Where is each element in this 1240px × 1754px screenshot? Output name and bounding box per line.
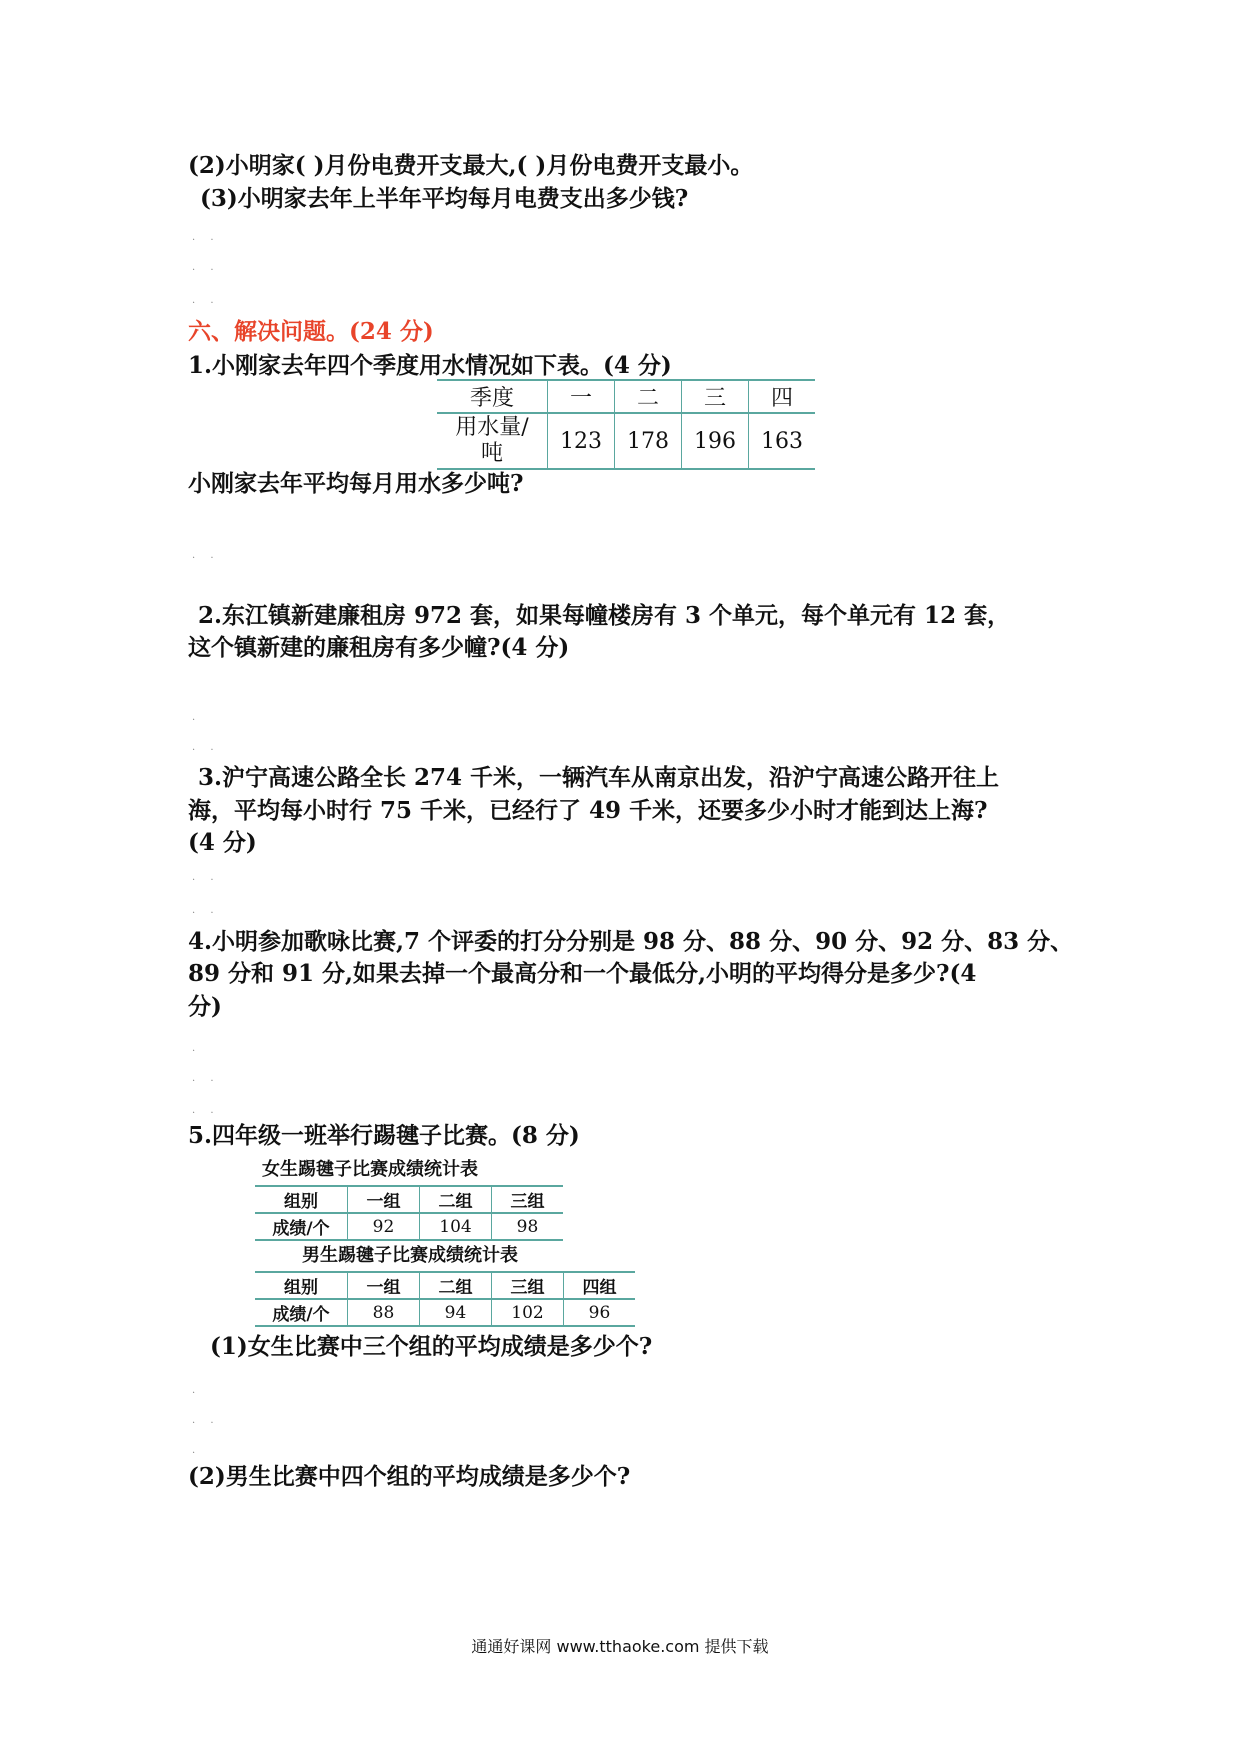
table-cell: 92 [348,1213,420,1240]
table-header-cell: 用水量/吨 [437,413,548,469]
table-cell: 163 [749,413,816,469]
question-2-electric: (2)小明家( )月份电费开支最大,( )月份电费开支最小。 [188,152,754,179]
problem-4-line-3: 分) [188,993,222,1020]
table-cell: 94 [420,1299,492,1326]
table-cell: 96 [564,1299,636,1326]
table-cell: 二 [615,380,682,413]
section-heading: 六、解决问题。(24 分) [188,318,434,345]
problem-4-line-2: 89 分和 91 分,如果去掉一个最高分和一个最低分,小明的平均得分是多少?(4 [188,960,977,987]
table-cell: 一 [548,380,615,413]
scan-dots: . . [192,295,220,306]
table-cell: 178 [615,413,682,469]
problem-5-question-2: (2)男生比赛中四个组的平均成绩是多少个? [188,1463,631,1490]
scan-dots: . [192,712,202,723]
problem-2-line-1: 2.东江镇新建廉租房 972 套，如果每幢楼房有 3 个单元，每个单元有 12 套， [198,602,1011,629]
table-cell: 一组 [348,1186,420,1213]
table-cell: 98 [492,1213,564,1240]
table-header-cell: 成绩/个 [255,1299,348,1326]
scan-dots: . [192,1385,202,1396]
scan-dots: . [192,1043,202,1054]
table-cell: 二组 [420,1186,492,1213]
problem-1-question: 小刚家去年平均每月用水多少吨? [188,470,524,497]
scan-dots: . . [192,905,220,916]
problem-4-line-1: 4.小明参加歌咏比赛,7 个评委的打分分别是 98 分、88 分、90 分、92 分、83 分、 [188,928,1074,955]
table-header-cell: 组别 [255,1186,348,1213]
problem-2-line-2: 这个镇新建的廉租房有多少幢?(4 分) [188,634,570,661]
scan-dots: . . [192,742,220,753]
table-cell: 104 [420,1213,492,1240]
problem-5-text: 5.四年级一班举行踢毽子比赛。(8 分) [188,1122,580,1149]
problem-1-text: 1.小刚家去年四个季度用水情况如下表。(4 分) [188,352,672,379]
table-cell: 三组 [492,1186,564,1213]
problem-5-question-1: (1)女生比赛中三个组的平均成绩是多少个? [210,1333,653,1360]
table-cell: 102 [492,1299,564,1326]
table-cell: 四 [749,380,816,413]
table-cell: 一组 [348,1272,420,1299]
table-cell: 二组 [420,1272,492,1299]
boys-score-table [255,1271,635,1327]
problem-3-line-3: (4 分) [188,829,257,856]
scan-dots: . . [192,262,220,273]
table-cell: 三组 [492,1272,564,1299]
scan-dots: . . [192,872,220,883]
table-cell: 三 [682,380,749,413]
table-header-cell: 组别 [255,1272,348,1299]
scan-dots: . . [192,1105,220,1116]
girls-table-caption: 女生踢毽子比赛成绩统计表 [262,1159,478,1180]
problem-3-line-2: 海，平均每小时行 75 千米，已经行了 49 千米，还要多少小时才能到达上海? [188,797,988,824]
question-3-electric: (3)小明家去年上半年平均每月电费支出多少钱? [200,185,689,212]
table-header-cell: 季度 [437,380,548,413]
scan-dots: . . [192,1415,220,1426]
table-cell: 四组 [564,1272,636,1299]
scan-dots: . . [192,1073,220,1084]
problem-3-line-1: 3.沪宁高速公路全长 274 千米，一辆汽车从南京出发，沿沪宁高速公路开往上 [198,764,1000,791]
water-usage-table [437,379,815,470]
scan-dots: . . [192,232,220,243]
footer-source: 通通好课网 www.tthaoke.com 提供下载 [471,1637,769,1656]
table-header-cell: 成绩/个 [255,1213,348,1240]
table-cell: 88 [348,1299,420,1326]
scan-dots: . . [192,550,220,561]
table-cell: 123 [548,413,615,469]
scan-dots: . [192,1445,202,1456]
boys-table-caption: 男生踢毽子比赛成绩统计表 [302,1245,518,1266]
girls-score-table [255,1185,563,1241]
table-cell: 196 [682,413,749,469]
